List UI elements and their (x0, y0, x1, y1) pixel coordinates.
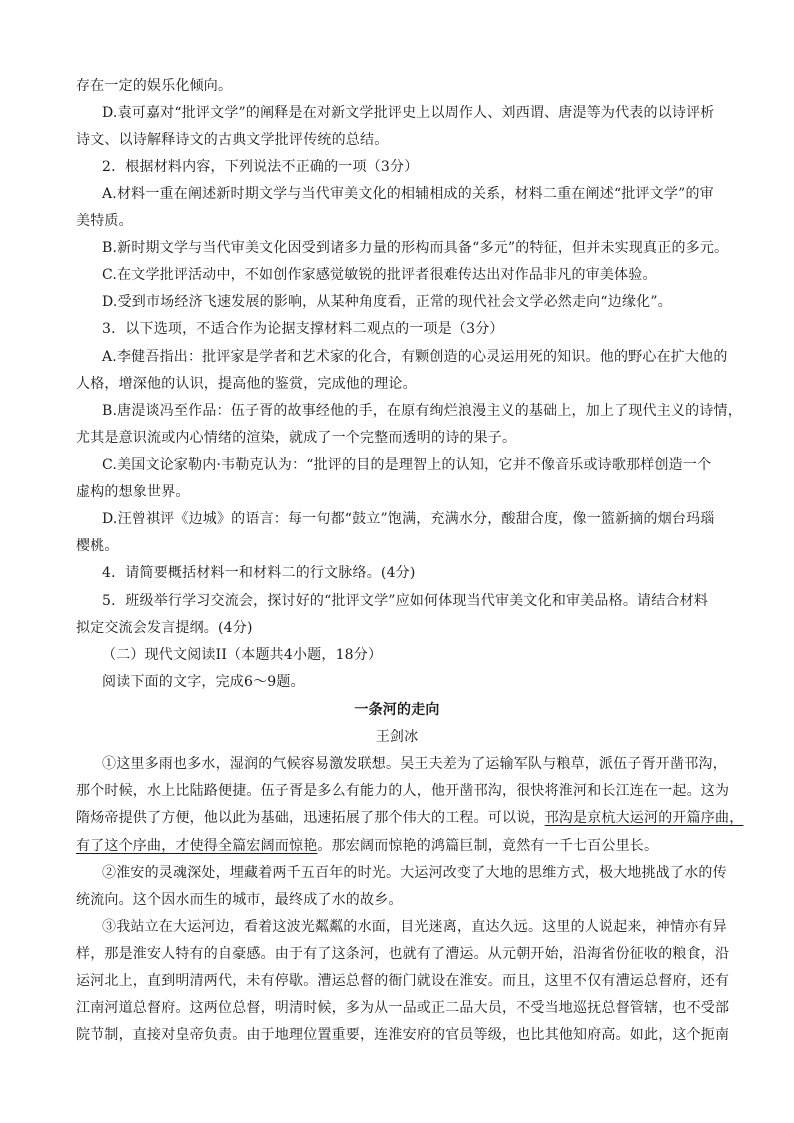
text-run: 。那宏阔而惊艳的鸿篇巨制，竟然有一千七百公里长。 (317, 838, 659, 854)
underlined-text: 邗沟是京杭大运河的开篇序曲， (544, 810, 744, 826)
paragraph-3: ③我站立在大运河边，看着这波光粼粼的水面，目光迷离，直达久远。这里的人说起来，神情亦有异 (102, 919, 727, 935)
option-d: D.汪曾祺评《边城》的语言：每一句都“鼓立”饱满，充满水分，酸甜合度，像一篮新摘的烟台玛瑙 (102, 511, 715, 527)
text-line: 樱桃。 (76, 538, 119, 554)
question-3: 3．以下选项，不适合作为论据支撑材料二观点的一项是（3分） (102, 321, 504, 337)
option-d: D.受到市场经济飞速发展的影响，从某种角度看，正常的现代社会文学必然走向“边缘化”。 (102, 294, 672, 310)
text-line: 人格，增深他的认识，提高他的鉴赏，完成他的理论。 (76, 376, 417, 392)
question-2: 2．根据材料内容，下列说法不正确的一项（3分） (102, 159, 419, 175)
option-a: A.材料一重在阐述新时期文学与当代审美文化的相辅相成的关系，材料二重在阐述“批评文学”的审 (102, 186, 714, 202)
option-c: C.美国文论家勒内·韦勒克认为：“批评的目的是理智上的认知，它并不像音乐或诗歌那样创造一个 (102, 457, 712, 473)
option-c: C.在文学批评活动中，不如创作家感觉敏锐的批评者很难传达出对作品非凡的审美体验。 (102, 267, 657, 283)
paragraph-3: 院节制，直接对皇帝负责。由于地理位置重要，连淮安府的官员等级，也比其他知府高。如此，这个扼南 (76, 1027, 730, 1043)
text-line: 诗文、以诗解释诗文的古典文学批评传统的总结。 (76, 132, 389, 148)
option-a: A.李健吾指出：批评家是学者和艺术家的化合，有颗创造的心灵运用死的知识。他的野心在扩大他的 (102, 349, 728, 365)
text-line: D.袁可嘉对“批评文学”的阐释是在对新文学批评史上以周作人、刘西谓、唐湜等为代表的以诗评析 (102, 105, 715, 121)
paragraph-2: ②淮安的灵魂深处，埋藏着两千五百年的时光。大运河改变了大地的思维方式，极大地挑战了水的传 (102, 865, 727, 881)
text-line: 虚构的想象世界。 (76, 484, 190, 500)
essay-author: 王剑冰 (375, 729, 419, 745)
paragraph-2: 统流向。这个因水而生的城市，最终成了水的故乡。 (76, 892, 403, 908)
text-line: 存在一定的娱乐化倾向。 (76, 78, 233, 94)
text-line: 美特质。 (76, 213, 133, 229)
text-line: 尤其是意识流或内心情绪的渲染，就成了一个完整而透明的诗的果子。 (76, 430, 517, 446)
instruction: 阅读下面的文字，完成6～9题。 (102, 674, 305, 690)
paragraph-1 (76, 808, 743, 828)
paragraph-3: 运河北上，直到明清两代，未有停歇。漕运总督的衙门就设在淮安。而且，这里不仅有漕运总督府，还有 (76, 973, 730, 989)
paragraph-1: 那个时候，水上比陆路便捷。伍子胥是多么有能力的人，他开凿邗沟，很快将淮河和长江连在一起。这为 (76, 783, 730, 799)
question-4: 4．请简要概括材料一和材料二的行文脉络。(4分) (102, 565, 416, 581)
paragraph-1 (76, 836, 658, 856)
text-run: 隋炀帝提供了方便，他以此为基础，迅速拓展了那个伟大的工程。可以说， (76, 810, 545, 826)
paragraph-1: ①这里多雨也多水，湿润的气候容易激发联想。吴王夫差为了运输军队与粮草，派伍子胥开凿邗沟， (102, 756, 727, 772)
paragraph-3: 样，那是淮安人特有的自豪感。由于有了这条河，也就有了漕运。从元朝开始，沿海省份征收的粮食，沿 (76, 946, 730, 962)
paragraph-3: 江南河道总督府。这两位总督，明清时候，多为从一品或正二品大员，不受当地巡抚总督管辖，也不受部 (76, 1000, 730, 1016)
section-heading: （二）现代文阅读II（本题共4小题，18分） (102, 647, 383, 663)
question-5: 5．班级举行学习交流会，探讨好的“批评文学”应如何体现当代审美文化和审美品格。请结合材料 (102, 593, 709, 609)
option-b: B.唐湜谈冯至作品：伍子胥的故事经他的手，在原有绚烂浪漫主义的基础上，加上了现代主义的诗情， (102, 403, 742, 419)
text-line: 拟定交流会发言提纲。(4分) (76, 620, 253, 636)
option-b: B.新时期文学与当代审美文化因受到诸多力量的形构而具备“多元”的特征，但并未实现真正的多元。 (102, 240, 729, 256)
essay-title: 一条河的走向 (354, 702, 440, 718)
underlined-text: 有了这个序曲，才使得全篇宏阔而惊艳 (76, 838, 318, 854)
